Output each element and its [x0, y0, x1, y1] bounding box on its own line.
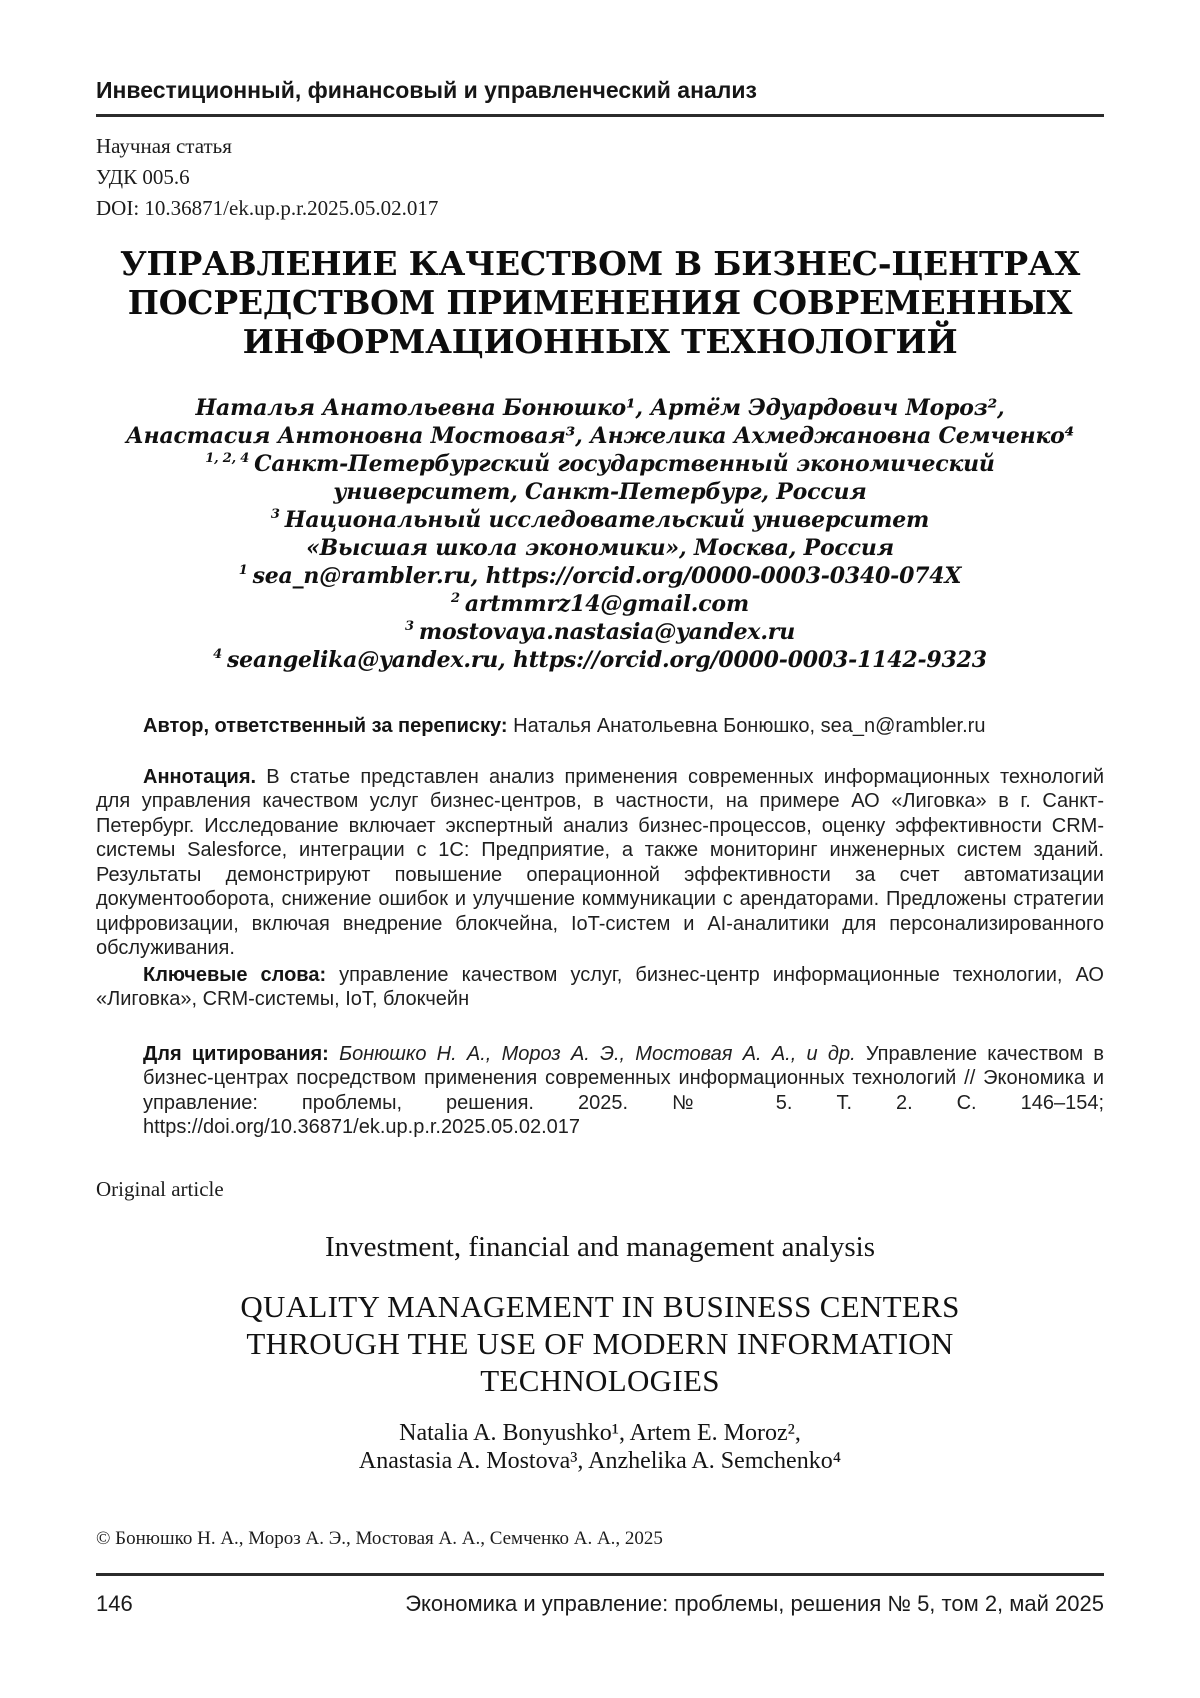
- copyright-line: © Бонюшко Н. А., Мороз А. Э., Мостовая А. А., Семченко А. А., 2025: [96, 1527, 663, 1549]
- keywords: [96, 963, 1104, 1012]
- contact-marker: 4: [213, 647, 222, 662]
- title-en-line: TECHNOLOGIES: [480, 1362, 720, 1398]
- authors-en-line: Natalia A. Bonyushko¹, Artem E. Moroz²,: [399, 1419, 801, 1446]
- article-type-ru: Научная статья: [96, 134, 232, 158]
- journal-issue-line: Экономика и управление: проблемы, решения № 5, том 2, май 2025: [405, 1590, 1104, 1616]
- title-ru-line: ИНФОРМАЦИОННЫХ ТЕХНОЛОГИЙ: [242, 322, 958, 361]
- citation-block: [143, 1042, 1104, 1140]
- abstract-text: В статье представлен анализ применения современных информационных технологий для управления качеством услуг бизнес-центров, в частности, на примере АО «Лиговка» в г. Санкт-Петербург. Исследование включает экспертный анализ бизнес-процессов, оценку эффективности CRM-системы Salesforce, интеграции с 1С: Предприятие, а также мониторинг инженерных систем зданий. Результаты демонстрируют повышение операционной эффективности за счет автоматизации документооборота, снижение ошибок и улучшение коммуникации с арендаторами. Предложены стратегии цифровизации, включая внедрение блокчейна, IoT-систем и AI-аналитики для персонализированного обслуживания.: [96, 765, 1104, 959]
- affiliation-line: «Высшая школа экономики», Москва, Россия: [306, 535, 894, 561]
- affiliation-text: Санкт-Петербургский государственный экономический: [254, 451, 995, 477]
- contact-line: [96, 646, 1104, 674]
- keywords-text: управление качеством услуг, бизнес-центр информационные технологии, АО «Лиговка», CRM-системы, IoT, блокчейн: [96, 963, 1104, 1010]
- contact-marker: 3: [405, 619, 414, 634]
- section-title-en: Investment, financial and management analysis: [324, 1230, 875, 1263]
- authors-en: [96, 1419, 1104, 1475]
- keywords-label: Ключевые слова:: [143, 963, 327, 986]
- abstract-label: Аннотация.: [143, 765, 257, 788]
- running-head: Инвестиционный, финансовый и управленческий анализ: [96, 77, 757, 103]
- contact-line: [96, 618, 1104, 646]
- page-footer: [96, 1590, 1104, 1618]
- affiliation-line: университет, Санкт-Петербург, Россия: [333, 479, 867, 505]
- article-meta: [96, 131, 1104, 224]
- contact-text: artmmrz14@gmail.com: [464, 591, 749, 617]
- corresponding-author-text: Наталья Анатольевна Бонюшко, sea_n@rambler.ru: [507, 715, 986, 737]
- article-title-ru: [96, 244, 1104, 361]
- corresponding-author-label: Автор, ответственный за переписку:: [143, 715, 508, 737]
- affiliation-line: [96, 506, 1104, 534]
- authors-ru-line: Анастасия Антоновна Мостовая³, Анжелика Ахмеджановна Семченко⁴: [125, 423, 1075, 449]
- citation-text: Управление качеством в бизнес-центрах посредством применения современных информационных технологий // Экономика и управление: проблемы, решения. 2025. № 5. Т. 2. С. 146–154; https://doi.org/10.36871/ek.up.p.r.2025.05.02.017: [143, 1042, 1104, 1138]
- authors-en-line: Anastasia A. Mostova³, Anzhelika A. Semchenko⁴: [358, 1447, 842, 1474]
- title-en-line: THROUGH THE USE OF MODERN INFORMATION: [246, 1325, 954, 1361]
- article-type-en: Original article: [96, 1176, 224, 1201]
- page-number: 146: [96, 1590, 133, 1616]
- contact-marker: 1: [238, 563, 248, 578]
- contact-marker: 2: [451, 591, 460, 606]
- authors-ru-line: Наталья Анатольевна Бонюшко¹, Артём Эдуардович Мороз²,: [195, 395, 1005, 421]
- doi-line: DOI: 10.36871/ek.up.p.r.2025.05.02.017: [96, 196, 439, 220]
- affiliation-marker: 1, 2, 4: [205, 451, 250, 466]
- article-title-en: [96, 1288, 1104, 1399]
- affiliation-line: [96, 450, 1104, 478]
- contact-text: seangelika@yandex.ru, https://orcid.org/0000-0003-1142-9323: [227, 647, 987, 673]
- title-ru-line: ПОСРЕДСТВОМ ПРИМЕНЕНИЯ СОВРЕМЕННЫХ: [127, 283, 1073, 322]
- contact-text: mostovaya.nastasia@yandex.ru: [418, 619, 795, 645]
- affiliation-text: Национальный исследовательский университет: [284, 507, 930, 533]
- title-ru-line: УПРАВЛЕНИЕ КАЧЕСТВОМ В БИЗНЕС-ЦЕНТРАХ: [119, 244, 1081, 283]
- authors-affiliations-block: [96, 394, 1104, 674]
- abstract: [96, 765, 1104, 961]
- footer-rule: [96, 1573, 1104, 1576]
- udc-code: УДК 005.6: [96, 165, 190, 189]
- contact-line: [96, 590, 1104, 618]
- contact-text: sea_n@rambler.ru, https://orcid.org/0000-0003-0340-074X: [252, 563, 962, 589]
- citation-label: Для цитирования:: [143, 1042, 329, 1065]
- affiliation-marker: 3: [270, 507, 280, 522]
- title-en-line: QUALITY MANAGEMENT IN BUSINESS CENTERS: [240, 1288, 960, 1324]
- contact-line: [96, 562, 1104, 590]
- corresponding-author: [96, 714, 1104, 739]
- citation-authors: Бонюшко Н. А., Мороз А. Э., Мостовая А. А., и др.: [328, 1042, 856, 1065]
- header-rule: [96, 114, 1104, 117]
